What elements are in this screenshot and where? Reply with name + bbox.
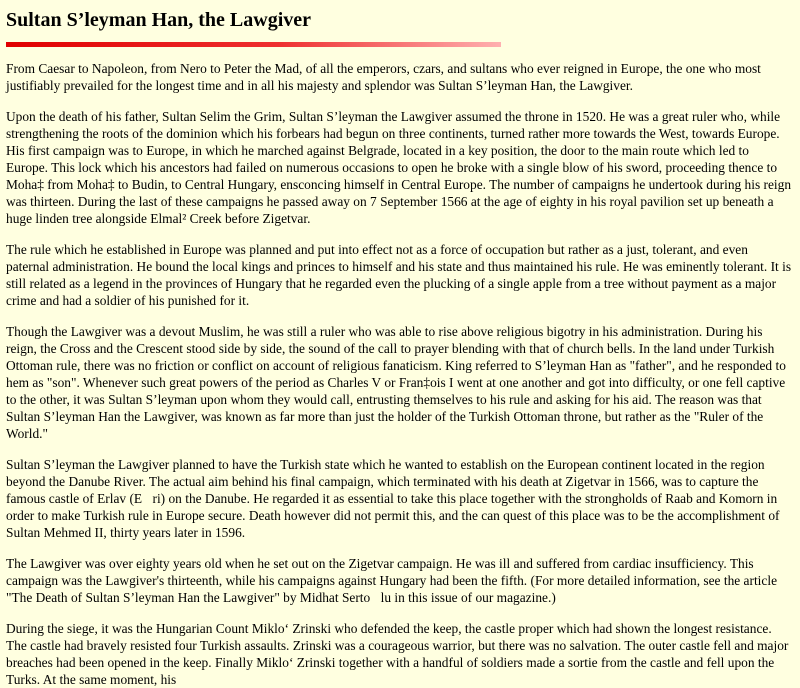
paragraph-accession: Upon the death of his father, Sultan Selim the Grim, Sultan S’leyman the Lawgiver assumed the throne in 1520. He was a great ruler who, while strengthening the roots of the dominion which his forbears had begun on three continents, turned rather more towards the West, towards Europe. His first campaign was to Europe, in which he marched against Belgrade, located in a key position, the door to the main route which led to Europe. This lock which his ancestors had failed on numerous occasions to open he broke with a single blow of his sword, proceeding thence to Moha‡ from Moha‡ to Budin, to Central Hungary, ensconcing himself in Central Europe. The number of campaigns he undertook during his reign was thirteen. During the last of these campaigns he passed away on 7 September 1566 at the age of eighty in his royal pavilion set up beneath a huge linden tree alongside Elmal² Creek before Zigetvar. bbox=[6, 109, 792, 226]
page-title: Sultan S’leyman Han, the Lawgiver bbox=[6, 9, 312, 31]
paragraph-zigetvar: The Lawgiver was over eighty years old when he set out on the Zigetvar campaign. He was ill and suffered from cardiac insufficiency. This campaign was the Lawgiver's thirteenth, while his campaigns against Hungary had been the fifth. (For more detailed information, see the article "The Death of Sultan S’leyman Han the Lawgiver" by Midhat Serto lu in this issue of our magazine.) bbox=[6, 556, 778, 605]
paragraph-tolerance: Though the Lawgiver was a devout Muslim, he was still a ruler who was able to rise above religious bigotry in his administration. During his reign, the Cross and the Crescent stood side by side, the sound of the call to prayer blending with that of church bells. In the land under Turkish Ottoman rule, there was no friction or conflict on account of religious fanaticism. King referred to S’leyman Han as "father", and he responded to hem as "son". Whenever such great powers of the period as Charles V or Fran‡ois I went at one another and got into difficulty, or one fell captive to the other, it was Sultan S’leyman upon whom they would call, entrusting themselves to his rule and asking for his aid. The reason was that Sultan S’leyman Han the Lawgiver, was known as far more than just the holder of the Turkish Ottoman throne, but rather as the "Ruler of the World." bbox=[6, 324, 786, 441]
title-divider bbox=[6, 42, 501, 47]
paragraph-rule: The rule which he established in Europe was planned and put into effect not as a force of occupation but rather as a just, tolerant, and even paternal administration. He bound the local kings and princes to himself and his state and thus maintained his rule. He was eminently tolerant. It is still related as a legend in the provinces of Hungary that he regarded even the plucking of a single apple from a tree without payment as a major crime and had a soldier of his punished for it. bbox=[6, 242, 792, 308]
paragraph-danube: Sultan S’leyman the Lawgiver planned to have the Turkish state which he wanted to establish on the European continent located in the region beyond the Danube River. The actual aim behind his final campaign, which terminated with his death at Zigetvar in 1566, was to capture the famous castle of Erlav (E ri) on the Danube. He regarded it as essential to take this place together with the strongholds of Raab and Komorn in order to make Turkish rule in Europe secure. Death however did not permit this, and the can quest of this place was to be the accomplishment of Sultan Mehmed II, thirty years later in 1596. bbox=[6, 457, 780, 540]
paragraph-siege: During the siege, it was the Hungarian Count Miklo‘ Zrinski who defended the keep, the castle proper which had shown the longest resistance. The castle had bravely resisted four Turkish assaults. Zrinski was a courageous warrior, but there was no salvation. The outer castle fell and major breaches had been opened in the keep. Finally Miklo‘ Zrinski together with a handful of soldiers made a sortie from the castle and fell upon the Turks. At the same moment, his bbox=[6, 621, 789, 687]
paragraph-intro: From Caesar to Napoleon, from Nero to Peter the Mad, of all the emperors, czars, and sultans who ever reigned in Europe, the one who most justifiably prevailed for the longest time and in all his majesty and splendor was Sultan S’leyman Han, the Lawgiver. bbox=[6, 61, 761, 93]
